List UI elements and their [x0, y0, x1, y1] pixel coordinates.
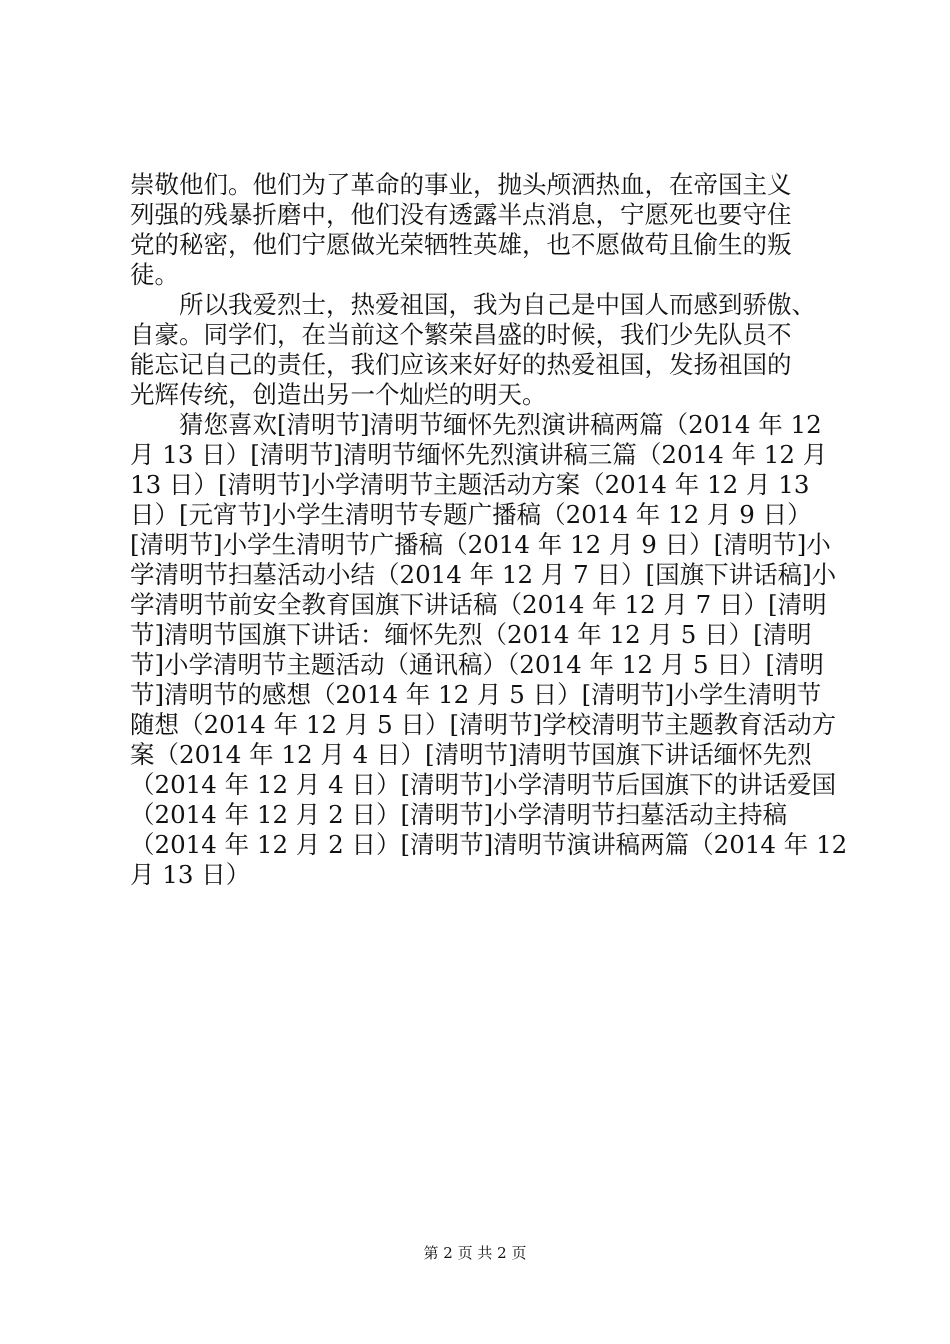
text-line: 学清明节前安全教育国旗下讲话稿（2014 年 12 月 7 日）[清明 [130, 590, 827, 619]
text-line: 自豪。同学们，在当前这个繁荣昌盛的时候，我们少先队员不 [130, 320, 792, 349]
text-line: 随想（2014 年 12 月 5 日）[清明节]学校清明节主题教育活动方 [130, 710, 837, 739]
document-body [130, 170, 848, 890]
text-line: 列强的残暴折磨中，他们没有透露半点消息，宁愿死也要守住 [130, 200, 792, 229]
text-line: 学清明节扫墓活动小结（2014 年 12 月 7 日）[国旗下讲话稿]小 [130, 560, 837, 589]
text-line: 节]清明节的感想（2014 年 12 月 5 日）[清明节]小学生清明节 [130, 680, 822, 709]
text-line: 月 13 日）[清明节]清明节缅怀先烈演讲稿三篇（2014 年 12 月 [130, 440, 828, 469]
page-number-footer: 第 2 页 共 2 页 [423, 1244, 527, 1262]
text-line: （2014 年 12 月 2 日）[清明节]清明节演讲稿两篇（2014 年 12 [130, 830, 848, 859]
text-line: 日）[元宵节]小学生清明节专题广播稿（2014 年 12 月 9 日） [130, 500, 812, 529]
text-line: 节]清明节国旗下讲话：缅怀先烈（2014 年 12 月 5 日）[清明 [130, 620, 812, 649]
text-line: 节]小学清明节主题活动（通讯稿）（2014 年 12 月 5 日）[清明 [130, 650, 824, 679]
text-line: （2014 年 12 月 4 日）[清明节]小学清明节后国旗下的讲话爱国 [130, 770, 837, 799]
text-line: 徒。 [130, 260, 179, 289]
text-line: 猜您喜欢[清明节]清明节缅怀先烈演讲稿两篇（2014 年 12 [130, 410, 822, 439]
text-line: 党的秘密，他们宁愿做光荣牺牲英雄，也不愿做苟且偷生的叛 [130, 230, 792, 259]
text-line: 13 日）[清明节]小学清明节主题活动方案（2014 年 12 月 13 [130, 470, 810, 499]
text-line: 所以我爱烈士，热爱祖国，我为自己是中国人而感到骄傲、 [130, 290, 816, 319]
text-line: 月 13 日） [130, 860, 251, 889]
text-line: （2014 年 12 月 2 日）[清明节]小学清明节扫墓活动主持稿 [130, 800, 788, 829]
text-line: 光辉传统，创造出另一个灿烂的明天。 [130, 380, 547, 409]
text-line: 案（2014 年 12 月 4 日）[清明节]清明节国旗下讲话缅怀先烈 [130, 740, 812, 769]
text-line: 崇敬他们。他们为了革命的事业，抛头颅洒热血，在帝国主义 [130, 170, 792, 199]
text-line: [清明节]小学生清明节广播稿（2014 年 12 月 9 日）[清明节]小 [130, 530, 831, 559]
text-line: 能忘记自己的责任，我们应该来好好的热爱祖国，发扬祖国的 [130, 350, 792, 379]
